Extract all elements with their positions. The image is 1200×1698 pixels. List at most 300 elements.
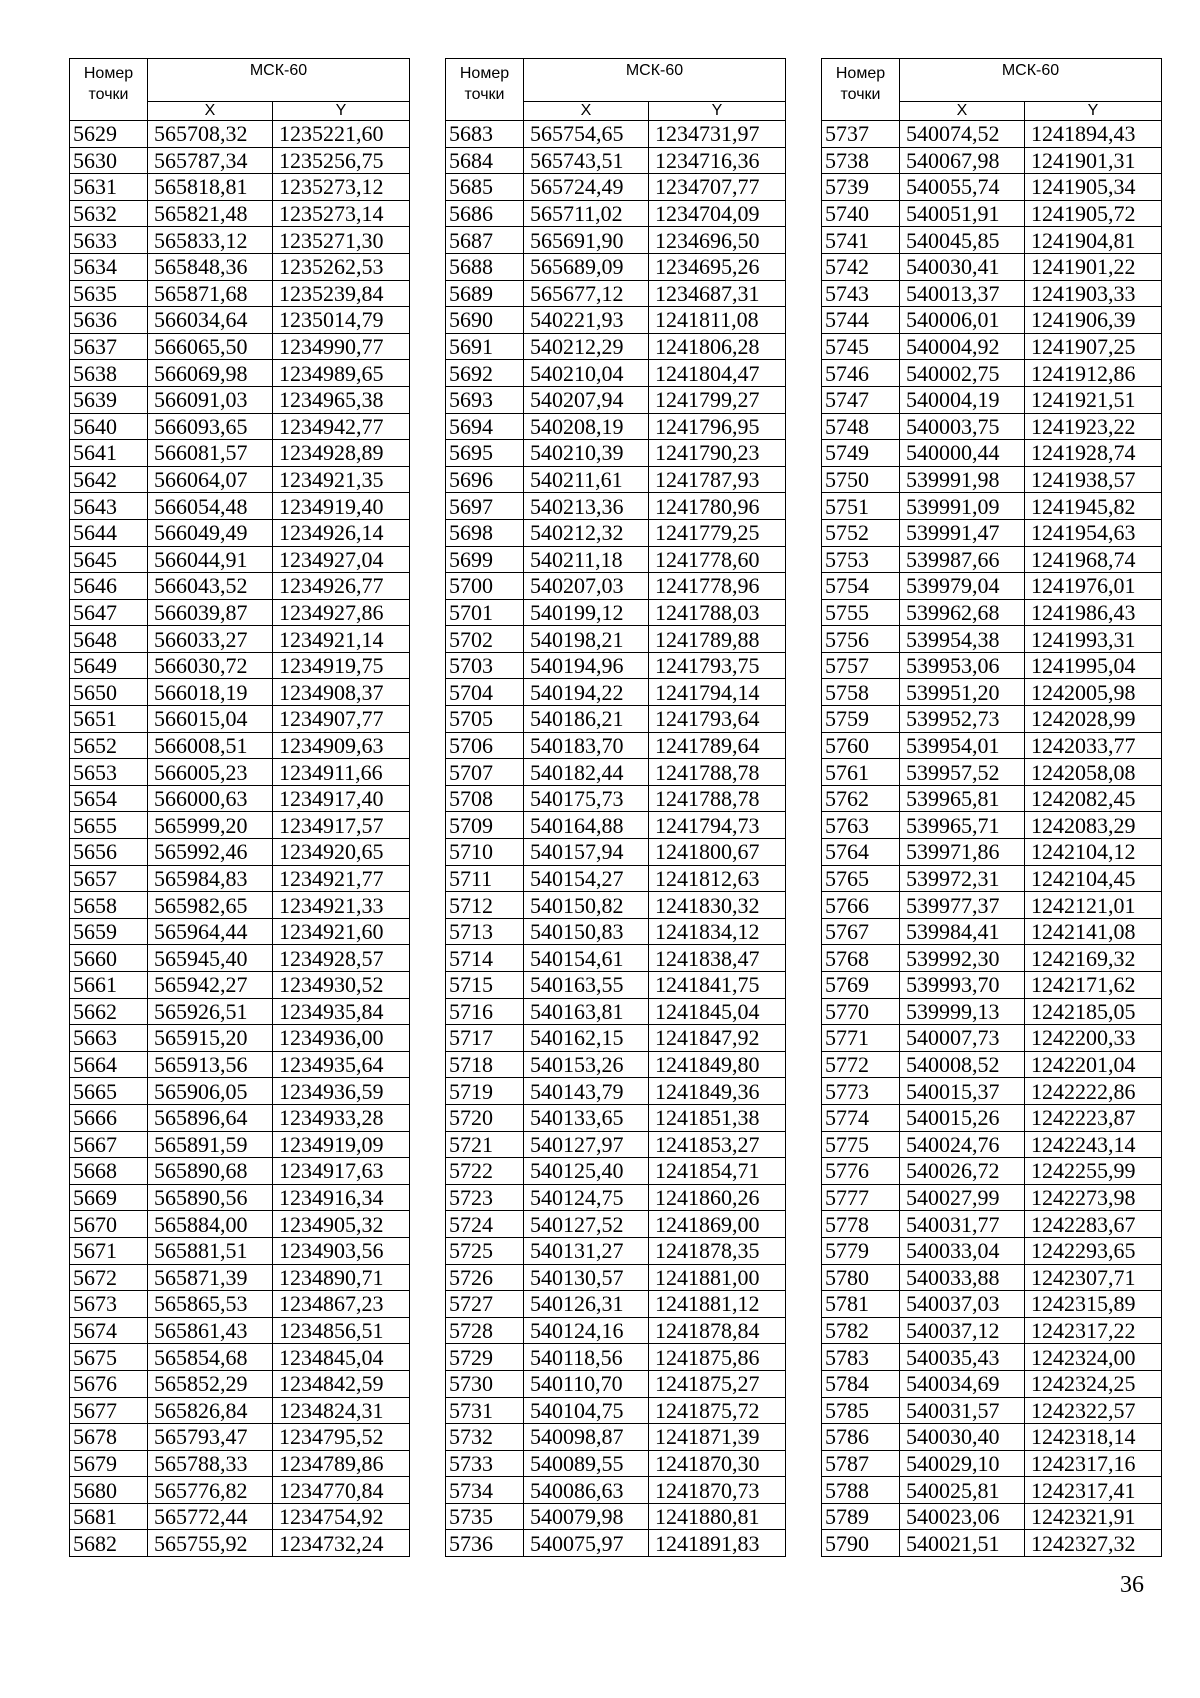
- x-coordinate-cell: 540153,26: [524, 1051, 649, 1078]
- table-row: [70, 945, 410, 972]
- x-coordinate-cell: 539953,06: [900, 652, 1025, 679]
- y-coordinate-cell: 1241778,60: [649, 546, 786, 573]
- x-coordinate-cell: 566081,57: [148, 440, 273, 467]
- x-coordinate-cell: 540051,91: [900, 200, 1025, 227]
- y-coordinate-cell: 1241903,33: [1025, 280, 1162, 307]
- y-coordinate-cell: 1242083,29: [1025, 812, 1162, 839]
- point-number-cell: 5637: [70, 333, 148, 360]
- point-number-cell: 5720: [446, 1104, 524, 1131]
- point-number-cell: 5778: [822, 1211, 900, 1238]
- coordinate-system-header: МСК-60: [148, 59, 410, 102]
- table-row: [446, 519, 786, 546]
- point-number-cell: 5760: [822, 732, 900, 759]
- x-coordinate-cell: 539987,66: [900, 546, 1025, 573]
- x-coordinate-cell: 539999,13: [900, 998, 1025, 1025]
- y-coordinate-cell: 1241841,75: [649, 972, 786, 999]
- y-coordinate-cell: 1242324,25: [1025, 1370, 1162, 1397]
- point-number-cell: 5631: [70, 174, 148, 201]
- x-coordinate-cell: 540210,39: [524, 440, 649, 467]
- x-coordinate-cell: 539971,86: [900, 839, 1025, 866]
- point-number-header: Номер точки: [446, 59, 524, 121]
- table-row: [70, 998, 410, 1025]
- x-coordinate-cell: 566005,23: [148, 759, 273, 786]
- y-coordinate-cell: 1242327,32: [1025, 1530, 1162, 1557]
- point-number-cell: 5719: [446, 1078, 524, 1105]
- x-coordinate-cell: 540110,70: [524, 1370, 649, 1397]
- point-number-cell: 5771: [822, 1025, 900, 1052]
- x-coordinate-cell: 540199,12: [524, 599, 649, 626]
- point-number-cell: 5639: [70, 386, 148, 413]
- x-coordinate-cell: 540221,93: [524, 307, 649, 334]
- y-coordinate-cell: 1234933,28: [273, 1104, 410, 1131]
- table-row: [446, 466, 786, 493]
- x-coordinate-cell: 540194,22: [524, 679, 649, 706]
- y-coordinate-cell: 1241794,14: [649, 679, 786, 706]
- x-header: X: [148, 102, 273, 121]
- table-row: [70, 546, 410, 573]
- x-coordinate-cell: 540031,57: [900, 1397, 1025, 1424]
- table-row: [70, 1370, 410, 1397]
- x-coordinate-cell: 565913,56: [148, 1051, 273, 1078]
- y-coordinate-cell: 1234935,84: [273, 998, 410, 1025]
- table-row: [70, 1184, 410, 1211]
- y-coordinate-cell: 1241894,43: [1025, 121, 1162, 148]
- y-coordinate-cell: 1241871,39: [649, 1424, 786, 1451]
- table-row: [822, 440, 1162, 467]
- table-row: [822, 147, 1162, 174]
- y-coordinate-cell: 1241993,31: [1025, 626, 1162, 653]
- y-coordinate-cell: 1234716,36: [649, 147, 786, 174]
- point-number-cell: 5728: [446, 1317, 524, 1344]
- y-coordinate-cell: 1241901,22: [1025, 253, 1162, 280]
- y-coordinate-cell: 1234928,89: [273, 440, 410, 467]
- y-coordinate-cell: 1242141,08: [1025, 918, 1162, 945]
- table-row: [446, 253, 786, 280]
- point-number-cell: 5657: [70, 865, 148, 892]
- table-row: [446, 918, 786, 945]
- point-number-cell: 5745: [822, 333, 900, 360]
- y-coordinate-cell: 1241923,22: [1025, 413, 1162, 440]
- y-coordinate-cell: 1234942,77: [273, 413, 410, 440]
- y-coordinate-cell: 1234845,04: [273, 1344, 410, 1371]
- point-number-cell: 5767: [822, 918, 900, 945]
- table-row: [70, 1131, 410, 1158]
- x-coordinate-cell: 540025,81: [900, 1477, 1025, 1504]
- point-number-cell: 5751: [822, 493, 900, 520]
- y-header: Y: [649, 102, 786, 121]
- table-row: [70, 121, 410, 148]
- y-coordinate-cell: 1241954,63: [1025, 519, 1162, 546]
- y-coordinate-cell: 1241995,04: [1025, 652, 1162, 679]
- table-row: [822, 360, 1162, 387]
- y-coordinate-cell: 1242223,87: [1025, 1104, 1162, 1131]
- y-coordinate-cell: 1241789,64: [649, 732, 786, 759]
- coordinate-table-2: [445, 58, 786, 1557]
- point-number-cell: 5753: [822, 546, 900, 573]
- y-coordinate-cell: 1242082,45: [1025, 785, 1162, 812]
- point-number-cell: 5689: [446, 280, 524, 307]
- x-coordinate-cell: 540163,81: [524, 998, 649, 1025]
- point-number-cell: 5752: [822, 519, 900, 546]
- y-coordinate-cell: 1234824,31: [273, 1397, 410, 1424]
- x-coordinate-cell: 540079,98: [524, 1503, 649, 1530]
- table-row: [822, 1158, 1162, 1185]
- y-coordinate-cell: 1241881,00: [649, 1264, 786, 1291]
- y-coordinate-cell: 1234920,65: [273, 839, 410, 866]
- point-number-cell: 5746: [822, 360, 900, 387]
- x-coordinate-cell: 540125,40: [524, 1158, 649, 1185]
- x-coordinate-cell: 565871,39: [148, 1264, 273, 1291]
- x-coordinate-cell: 539957,52: [900, 759, 1025, 786]
- point-number-cell: 5776: [822, 1158, 900, 1185]
- y-coordinate-cell: 1234789,86: [273, 1450, 410, 1477]
- table-row: [822, 892, 1162, 919]
- table-row: [70, 918, 410, 945]
- point-number-cell: 5662: [70, 998, 148, 1025]
- point-number-cell: 5633: [70, 227, 148, 254]
- y-coordinate-cell: 1234917,57: [273, 812, 410, 839]
- table-row: [822, 227, 1162, 254]
- coordinate-table-3: [821, 58, 1162, 1557]
- table-row: [70, 1477, 410, 1504]
- y-coordinate-cell: 1241794,73: [649, 812, 786, 839]
- y-coordinate-cell: 1241921,51: [1025, 386, 1162, 413]
- table-row: [70, 440, 410, 467]
- table-row: [822, 812, 1162, 839]
- point-number-cell: 5727: [446, 1291, 524, 1318]
- point-number-cell: 5788: [822, 1477, 900, 1504]
- table-row: [70, 626, 410, 653]
- y-coordinate-cell: 1242307,71: [1025, 1264, 1162, 1291]
- point-number-cell: 5736: [446, 1530, 524, 1557]
- y-coordinate-cell: 1242058,08: [1025, 759, 1162, 786]
- table-row: [446, 759, 786, 786]
- point-number-cell: 5772: [822, 1051, 900, 1078]
- table-row: [822, 1184, 1162, 1211]
- point-number-cell: 5683: [446, 121, 524, 148]
- y-coordinate-cell: 1241788,78: [649, 759, 786, 786]
- point-number-cell: 5659: [70, 918, 148, 945]
- x-coordinate-cell: 565708,32: [148, 121, 273, 148]
- table-row: [822, 493, 1162, 520]
- table-row: [446, 1450, 786, 1477]
- x-coordinate-cell: 565942,27: [148, 972, 273, 999]
- table-row: [822, 652, 1162, 679]
- point-number-cell: 5726: [446, 1264, 524, 1291]
- point-number-cell: 5704: [446, 679, 524, 706]
- y-coordinate-cell: 1241869,00: [649, 1211, 786, 1238]
- table-row: [822, 918, 1162, 945]
- table-row: [70, 652, 410, 679]
- point-number-cell: 5650: [70, 679, 148, 706]
- table-row: [822, 998, 1162, 1025]
- x-coordinate-cell: 540026,72: [900, 1158, 1025, 1185]
- point-number-cell: 5646: [70, 573, 148, 600]
- y-coordinate-cell: 1234707,77: [649, 174, 786, 201]
- point-number-cell: 5780: [822, 1264, 900, 1291]
- y-coordinate-cell: 1241787,93: [649, 466, 786, 493]
- point-number-cell: 5747: [822, 386, 900, 413]
- x-coordinate-cell: 566069,98: [148, 360, 273, 387]
- x-coordinate-cell: 540007,73: [900, 1025, 1025, 1052]
- x-coordinate-cell: 540211,18: [524, 546, 649, 573]
- point-number-cell: 5667: [70, 1131, 148, 1158]
- table-row: [822, 546, 1162, 573]
- table-row: [446, 147, 786, 174]
- x-coordinate-cell: 540034,69: [900, 1370, 1025, 1397]
- table-row: [70, 333, 410, 360]
- y-coordinate-cell: 1234732,24: [273, 1530, 410, 1557]
- y-coordinate-cell: 1242318,14: [1025, 1424, 1162, 1451]
- y-coordinate-cell: 1242104,12: [1025, 839, 1162, 866]
- table-row: [446, 945, 786, 972]
- x-coordinate-cell: 540164,88: [524, 812, 649, 839]
- x-coordinate-cell: 565999,20: [148, 812, 273, 839]
- x-coordinate-cell: 540021,51: [900, 1530, 1025, 1557]
- y-coordinate-cell: 1242293,65: [1025, 1237, 1162, 1264]
- x-coordinate-cell: 540030,40: [900, 1424, 1025, 1451]
- table-row: [70, 1264, 410, 1291]
- y-coordinate-cell: 1234921,60: [273, 918, 410, 945]
- x-coordinate-cell: 565915,20: [148, 1025, 273, 1052]
- x-coordinate-cell: 540150,82: [524, 892, 649, 919]
- x-coordinate-cell: 540004,92: [900, 333, 1025, 360]
- point-number-cell: 5635: [70, 280, 148, 307]
- y-coordinate-cell: 1241906,39: [1025, 307, 1162, 334]
- table-row: [70, 599, 410, 626]
- table-row: [70, 1450, 410, 1477]
- table-row: [446, 1211, 786, 1238]
- table-row: [446, 333, 786, 360]
- x-coordinate-cell: 539992,30: [900, 945, 1025, 972]
- x-coordinate-cell: 540118,56: [524, 1344, 649, 1371]
- table-row: [70, 1104, 410, 1131]
- y-coordinate-cell: 1234989,65: [273, 360, 410, 387]
- point-number-cell: 5680: [70, 1477, 148, 1504]
- x-coordinate-cell: 540002,75: [900, 360, 1025, 387]
- y-coordinate-cell: 1242317,22: [1025, 1317, 1162, 1344]
- point-number-cell: 5634: [70, 253, 148, 280]
- point-number-cell: 5688: [446, 253, 524, 280]
- point-number-cell: 5678: [70, 1424, 148, 1451]
- y-coordinate-cell: 1234903,56: [273, 1237, 410, 1264]
- y-coordinate-cell: 1235256,75: [273, 147, 410, 174]
- table-row: [822, 121, 1162, 148]
- y-coordinate-cell: 1234890,71: [273, 1264, 410, 1291]
- x-coordinate-cell: 540013,37: [900, 280, 1025, 307]
- y-coordinate-cell: 1242322,57: [1025, 1397, 1162, 1424]
- y-coordinate-cell: 1241905,34: [1025, 174, 1162, 201]
- y-coordinate-cell: 1241901,31: [1025, 147, 1162, 174]
- table-row: [822, 1237, 1162, 1264]
- table-row: [822, 599, 1162, 626]
- table-row: [822, 519, 1162, 546]
- point-number-cell: 5723: [446, 1184, 524, 1211]
- point-number-cell: 5761: [822, 759, 900, 786]
- coordinate-table-1: [69, 58, 410, 1557]
- table-row: [446, 1184, 786, 1211]
- point-number-header: Номер точки: [822, 59, 900, 121]
- x-coordinate-cell: 539962,68: [900, 599, 1025, 626]
- x-coordinate-cell: 565861,43: [148, 1317, 273, 1344]
- y-coordinate-cell: 1235239,84: [273, 280, 410, 307]
- table-row: [446, 785, 786, 812]
- x-coordinate-cell: 540074,52: [900, 121, 1025, 148]
- point-number-cell: 5693: [446, 386, 524, 413]
- table-row: [70, 732, 410, 759]
- point-number-cell: 5674: [70, 1317, 148, 1344]
- y-coordinate-cell: 1234927,86: [273, 599, 410, 626]
- y-coordinate-cell: 1242171,62: [1025, 972, 1162, 999]
- point-number-cell: 5640: [70, 413, 148, 440]
- point-number-cell: 5663: [70, 1025, 148, 1052]
- point-number-cell: 5777: [822, 1184, 900, 1211]
- table-row: [822, 732, 1162, 759]
- table-row: [822, 1397, 1162, 1424]
- table-row: [70, 1078, 410, 1105]
- table-row: [822, 865, 1162, 892]
- y-coordinate-cell: 1234916,34: [273, 1184, 410, 1211]
- table-row: [446, 493, 786, 520]
- point-number-cell: 5712: [446, 892, 524, 919]
- x-coordinate-cell: 540004,19: [900, 386, 1025, 413]
- point-number-cell: 5653: [70, 759, 148, 786]
- table-row: [70, 493, 410, 520]
- point-number-cell: 5706: [446, 732, 524, 759]
- table-row: [70, 1158, 410, 1185]
- point-number-cell: 5754: [822, 573, 900, 600]
- x-coordinate-cell: 540067,98: [900, 147, 1025, 174]
- y-coordinate-cell: 1234921,14: [273, 626, 410, 653]
- x-coordinate-cell: 540198,21: [524, 626, 649, 653]
- table-row: [822, 466, 1162, 493]
- point-number-cell: 5739: [822, 174, 900, 201]
- table-row: [70, 360, 410, 387]
- x-coordinate-cell: 540089,55: [524, 1450, 649, 1477]
- x-coordinate-cell: 540035,43: [900, 1344, 1025, 1371]
- table-row: [446, 1344, 786, 1371]
- y-coordinate-cell: 1241804,47: [649, 360, 786, 387]
- table-row: [70, 1291, 410, 1318]
- point-number-cell: 5666: [70, 1104, 148, 1131]
- y-coordinate-cell: 1234770,84: [273, 1477, 410, 1504]
- point-number-cell: 5717: [446, 1025, 524, 1052]
- table-row: [822, 333, 1162, 360]
- y-coordinate-cell: 1241812,63: [649, 865, 786, 892]
- table-row: [446, 706, 786, 733]
- coordinate-system-header: МСК-60: [524, 59, 786, 102]
- table-row: [446, 227, 786, 254]
- point-number-cell: 5690: [446, 307, 524, 334]
- x-coordinate-cell: 565772,44: [148, 1503, 273, 1530]
- table-row: [822, 307, 1162, 334]
- y-coordinate-cell: 1241875,72: [649, 1397, 786, 1424]
- point-number-cell: 5783: [822, 1344, 900, 1371]
- y-coordinate-cell: 1234965,38: [273, 386, 410, 413]
- table-row: [446, 1370, 786, 1397]
- x-coordinate-cell: 540029,10: [900, 1450, 1025, 1477]
- y-coordinate-cell: 1241800,67: [649, 839, 786, 866]
- point-number-cell: 5734: [446, 1477, 524, 1504]
- y-header: Y: [1025, 102, 1162, 121]
- point-number-cell: 5698: [446, 519, 524, 546]
- y-coordinate-cell: 1242317,16: [1025, 1450, 1162, 1477]
- y-coordinate-cell: 1241780,96: [649, 493, 786, 520]
- point-number-cell: 5733: [446, 1450, 524, 1477]
- x-coordinate-cell: 540213,36: [524, 493, 649, 520]
- table-row: [446, 440, 786, 467]
- table-row: [446, 1104, 786, 1131]
- table-row: [446, 652, 786, 679]
- y-coordinate-cell: 1241778,96: [649, 573, 786, 600]
- point-number-cell: 5702: [446, 626, 524, 653]
- y-coordinate-cell: 1241875,86: [649, 1344, 786, 1371]
- y-coordinate-cell: 1241938,57: [1025, 466, 1162, 493]
- point-number-cell: 5775: [822, 1131, 900, 1158]
- x-coordinate-cell: 565691,90: [524, 227, 649, 254]
- x-coordinate-cell: 540030,41: [900, 253, 1025, 280]
- x-coordinate-cell: 566015,04: [148, 706, 273, 733]
- x-coordinate-cell: 540212,29: [524, 333, 649, 360]
- x-coordinate-cell: 540183,70: [524, 732, 649, 759]
- y-coordinate-cell: 1242321,91: [1025, 1503, 1162, 1530]
- table-row: [446, 892, 786, 919]
- table-body: [446, 121, 786, 1557]
- y-coordinate-cell: 1242005,98: [1025, 679, 1162, 706]
- y-coordinate-cell: 1242033,77: [1025, 732, 1162, 759]
- point-number-cell: 5642: [70, 466, 148, 493]
- point-number-cell: 5672: [70, 1264, 148, 1291]
- table-row: [70, 227, 410, 254]
- table-row: [70, 865, 410, 892]
- x-coordinate-cell: 540045,85: [900, 227, 1025, 254]
- point-number-cell: 5668: [70, 1158, 148, 1185]
- y-coordinate-cell: 1241847,92: [649, 1025, 786, 1052]
- x-coordinate-cell: 540208,19: [524, 413, 649, 440]
- point-number-cell: 5638: [70, 360, 148, 387]
- table-row: [446, 413, 786, 440]
- y-coordinate-cell: 1241904,81: [1025, 227, 1162, 254]
- table-row: [70, 253, 410, 280]
- point-number-cell: 5647: [70, 599, 148, 626]
- x-coordinate-cell: 565677,12: [524, 280, 649, 307]
- table-row: [822, 1450, 1162, 1477]
- x-coordinate-cell: 565852,29: [148, 1370, 273, 1397]
- x-coordinate-cell: 565854,68: [148, 1344, 273, 1371]
- point-number-cell: 5708: [446, 785, 524, 812]
- x-coordinate-cell: 540098,87: [524, 1424, 649, 1451]
- y-coordinate-cell: 1234696,50: [649, 227, 786, 254]
- point-number-cell: 5716: [446, 998, 524, 1025]
- point-number-cell: 5729: [446, 1344, 524, 1371]
- y-coordinate-cell: 1242324,00: [1025, 1344, 1162, 1371]
- y-coordinate-cell: 1242283,67: [1025, 1211, 1162, 1238]
- y-coordinate-cell: 1234928,57: [273, 945, 410, 972]
- table-row: [70, 1424, 410, 1451]
- point-number-cell: 5721: [446, 1131, 524, 1158]
- x-coordinate-cell: 540131,27: [524, 1237, 649, 1264]
- x-coordinate-cell: 539991,98: [900, 466, 1025, 493]
- coordinate-system-header: МСК-60: [900, 59, 1162, 102]
- y-coordinate-cell: 1242222,86: [1025, 1078, 1162, 1105]
- table-row: [446, 1051, 786, 1078]
- point-number-cell: 5695: [446, 440, 524, 467]
- point-number-cell: 5781: [822, 1291, 900, 1318]
- point-number-cell: 5742: [822, 253, 900, 280]
- x-coordinate-cell: 540023,06: [900, 1503, 1025, 1530]
- x-coordinate-cell: 540207,94: [524, 386, 649, 413]
- y-coordinate-cell: 1235271,30: [273, 227, 410, 254]
